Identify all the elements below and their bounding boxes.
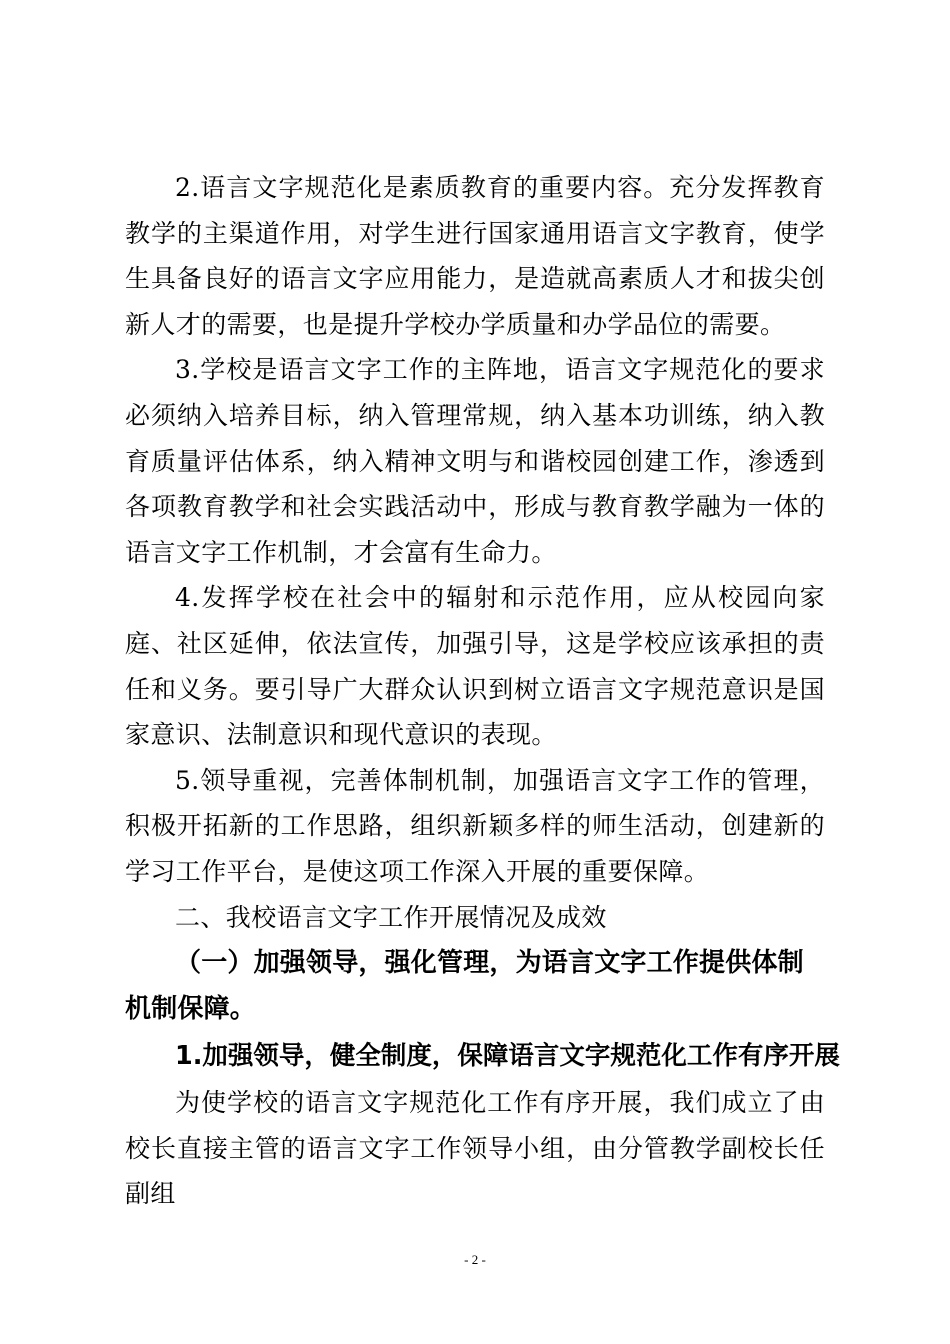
paragraph-point-5: 5.领导重视，完善体制机制，加强语言文字工作的管理，积极开拓新的工作思路，组织新颖多样的师生活动，创建新的学习工作平台，是使这项工作深入开展的重要保障。 xyxy=(125,765,825,886)
item-heading: 1.加强领导，健全制度，保障语言文字规范化工作有序开展 xyxy=(175,1041,840,1072)
page-number: - 2 - xyxy=(464,1252,486,1267)
paragraph-point-4: 4.发挥学校在社会中的辐射和示范作用，应从校园向家庭、社区延伸，依法宣传，加强引导，这是学校应该承担的责任和义务。要引导广大群众认识到树立语言文字规范意识是国家意识、法制意识和现代意识的表现。 xyxy=(125,583,825,750)
final-paragraph: 为使学校的语言文字规范化工作有序开展，我们成立了由校长直接主管的语言文字工作领导小组，由分管教学副校长任副组 xyxy=(125,1088,825,1209)
section-heading: 二、我校语言文字工作开展情况及成效 xyxy=(175,902,607,932)
subsection-heading: （一）加强领导，强化管理，为语言文字工作提供体制机制保障。 xyxy=(125,948,804,1025)
paragraph-point-3: 3.学校是语言文字工作的主阵地，语言文字规范化的要求必须纳入培养目标，纳入管理常规，纳入基本功训练，纳入教育质量评估体系，纳入精神文明与和谐校园创建工作，渗透到各项教育教学和社会实践活动中，形成与教育教学融为一体的语言文字工作机制，才会富有生命力。 xyxy=(125,355,825,567)
paragraph-point-2: 2.语言文字规范化是素质教育的重要内容。充分发挥教育教学的主渠道作用，对学生进行国家通用语言文字教育，使学生具备良好的语言文字应用能力，是造就高素质人才和拔尖创新人才的需要，也是提升学校办学质量和办学品位的需要。 xyxy=(125,173,825,339)
document-body xyxy=(125,165,840,1217)
